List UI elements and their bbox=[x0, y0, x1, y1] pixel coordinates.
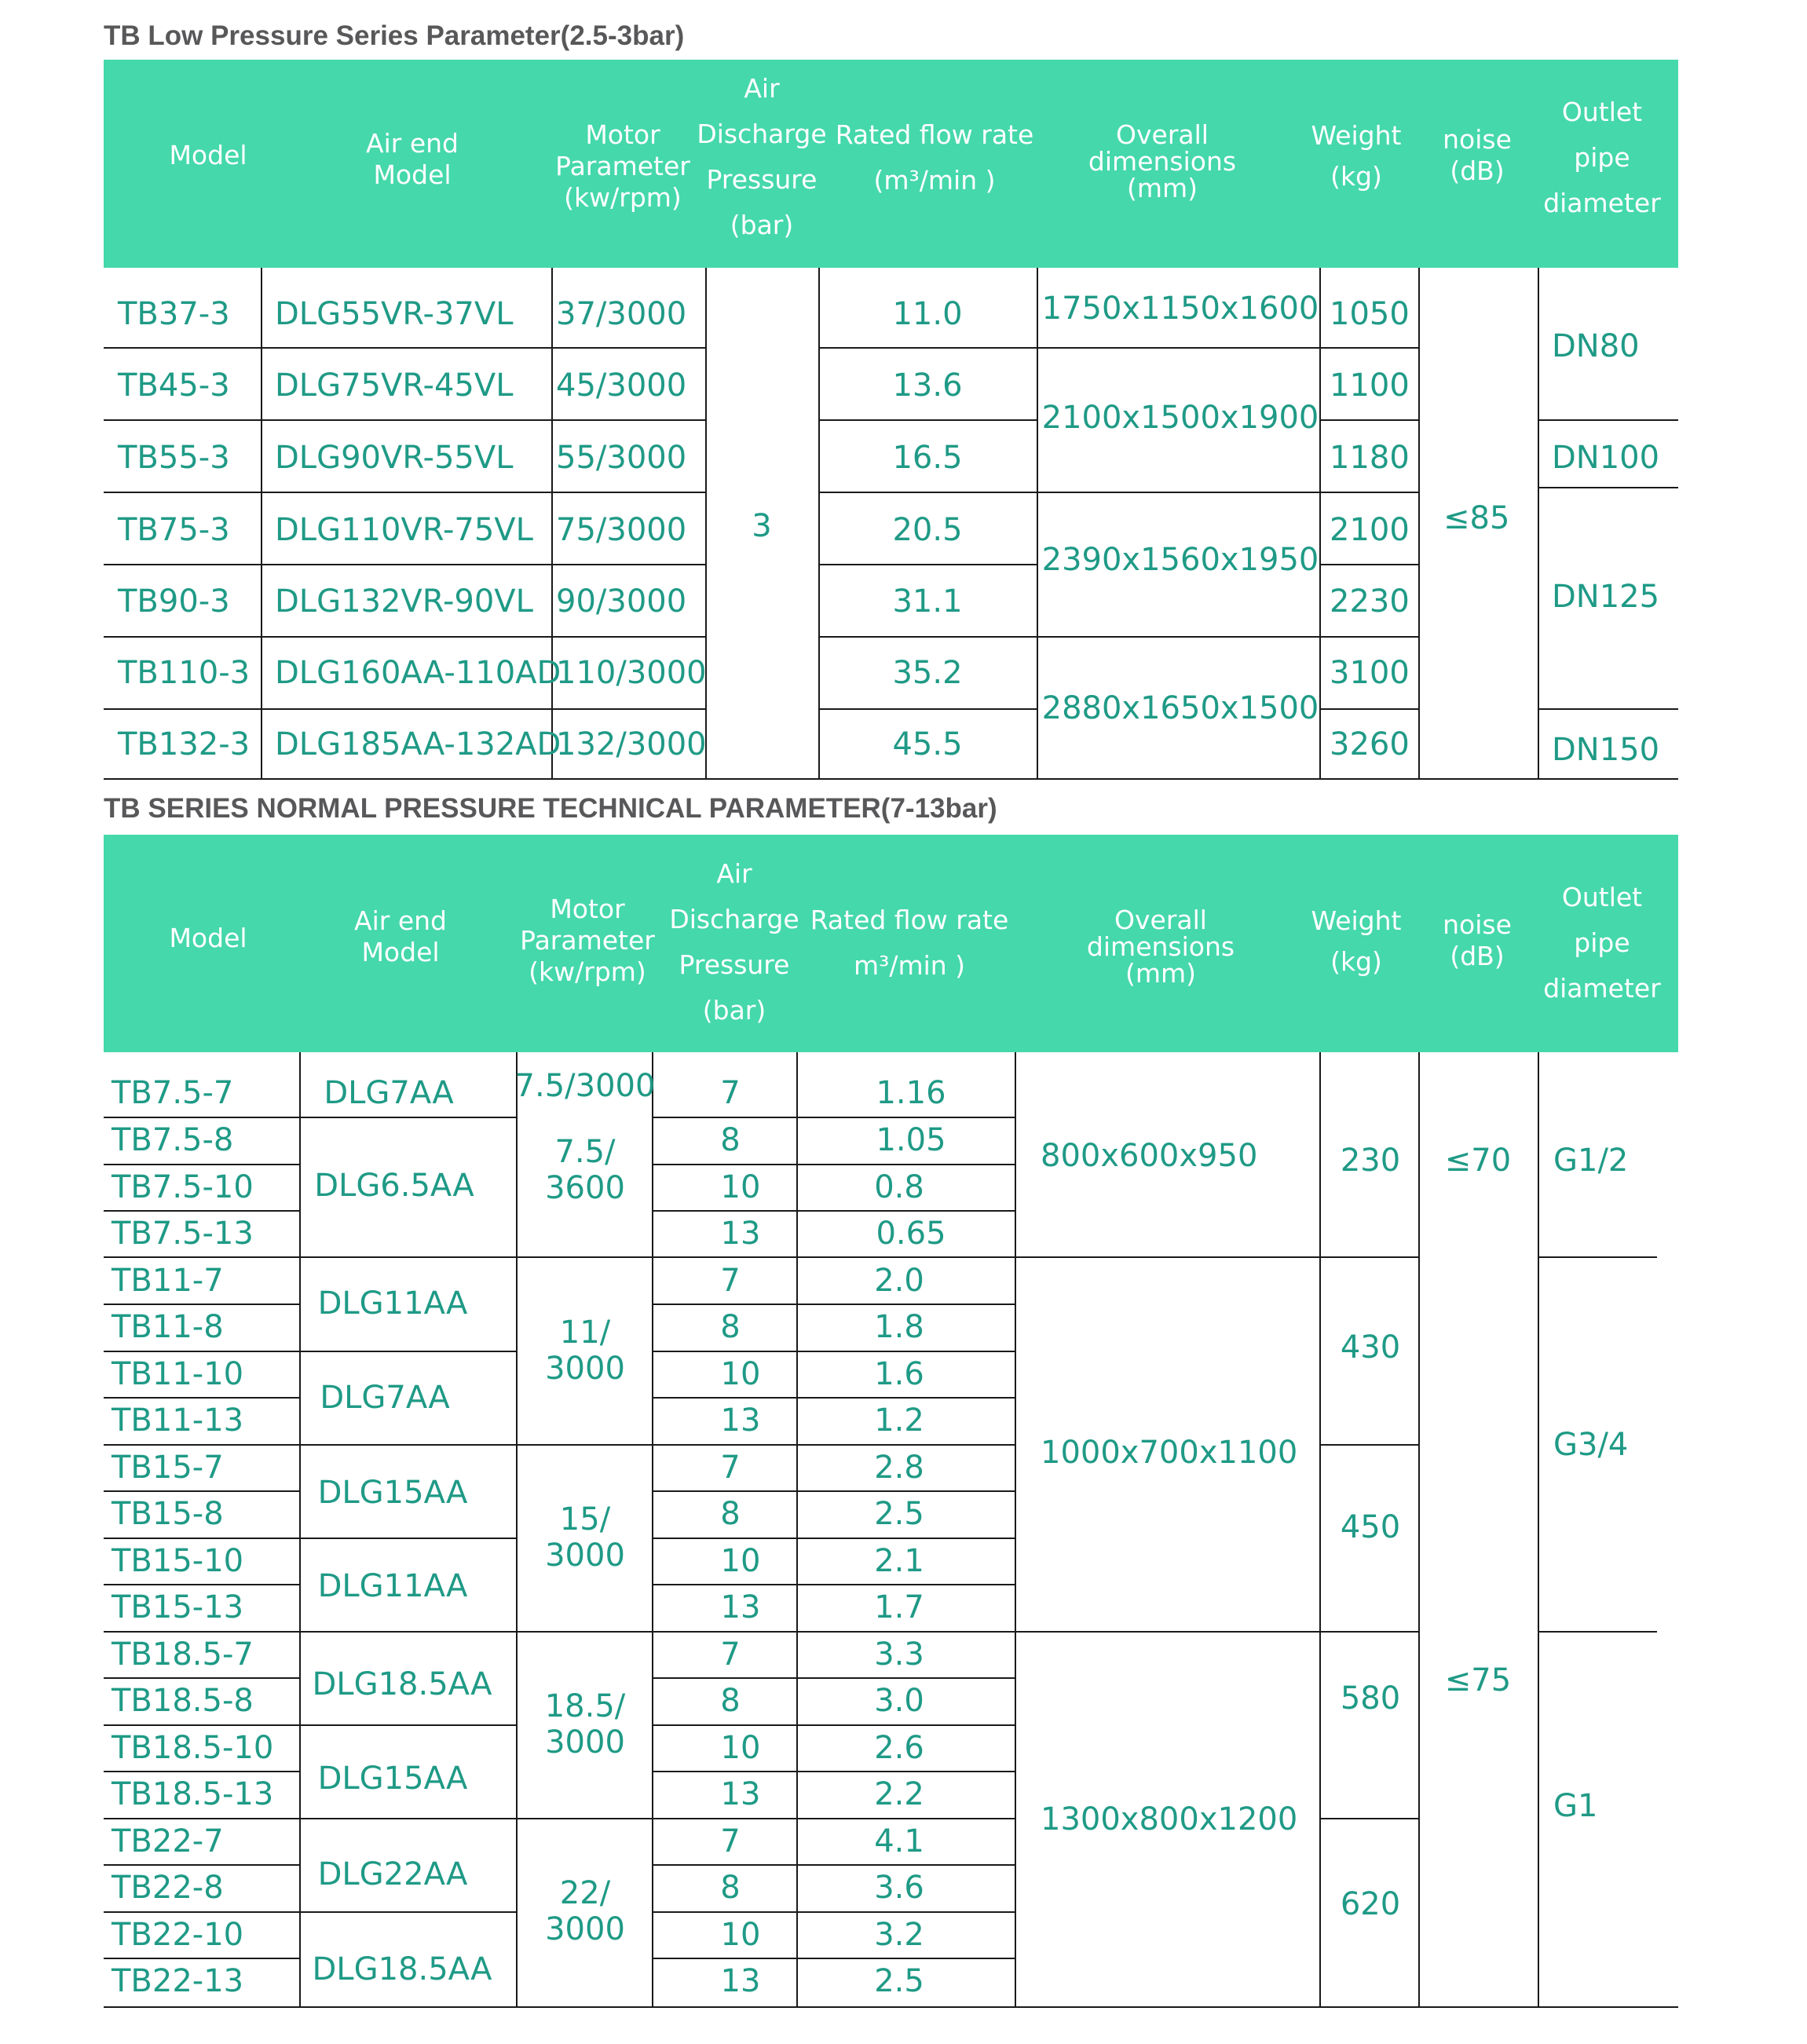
t1-header-model: Model bbox=[169, 140, 247, 170]
t2-header-air-discharge-pressure: Air Discharge Pressure (bar) bbox=[669, 858, 799, 1026]
flow-cell: 3.3 bbox=[874, 1636, 924, 1673]
t2-noise-cell: ≤70 bbox=[1444, 1143, 1512, 1179]
t2-header-motor-parameter: Motor Parameter (kw/rpm) bbox=[520, 894, 655, 987]
t1-header-overall-dimensions: Overall dimensions (mm) bbox=[1088, 119, 1237, 203]
model-cell: TB18.5-13 bbox=[112, 1776, 274, 1812]
t1-dimension-cell: 2880x1650x1500 bbox=[1041, 690, 1319, 726]
t2-dimension-cell: 1300x800x1200 bbox=[1041, 1801, 1298, 1837]
weight-cell: 3100 bbox=[1330, 655, 1410, 691]
weight-cell: 3260 bbox=[1330, 726, 1410, 762]
t2-air-end-cell: DLG18.5AA bbox=[312, 1951, 492, 1987]
pressure-cell: 13 bbox=[720, 1589, 761, 1625]
motor-cell: 37/3000 bbox=[556, 296, 687, 332]
table1-title: TB Low Pressure Series Parameter(2.5-3bar) bbox=[104, 20, 685, 51]
flow-cell: 1.6 bbox=[874, 1356, 924, 1392]
t1-dimension-cell: 1750x1150x1600 bbox=[1041, 291, 1319, 327]
flow-cell: 1.05 bbox=[876, 1122, 946, 1158]
flow-cell: 3.2 bbox=[874, 1917, 924, 1953]
t2-motor-cell: 18.5/ 3000 bbox=[544, 1688, 626, 1761]
air-end-cell: DLG55VR-37VL bbox=[275, 296, 514, 332]
t1-header-outlet-pipe-diameter: Outlet pipe diameter bbox=[1543, 97, 1661, 218]
air-end-cell: DLG90VR-55VL bbox=[275, 440, 514, 476]
model-cell: TB55-3 bbox=[118, 440, 230, 476]
t1-outlet-cell: DN80 bbox=[1552, 328, 1640, 364]
flow-cell: 2.6 bbox=[874, 1730, 924, 1766]
t2-air-end-cell: DLG11AA bbox=[317, 1568, 468, 1604]
t2-outlet-cell: G1/2 bbox=[1553, 1143, 1629, 1179]
pressure-cell: 8 bbox=[720, 1496, 741, 1532]
pressure-cell: 7 bbox=[720, 1263, 741, 1299]
motor-cell: 55/3000 bbox=[556, 440, 687, 476]
air-end-cell: DLG132VR-90VL bbox=[275, 583, 533, 620]
pressure-cell: 8 bbox=[720, 1122, 741, 1158]
model-cell: TB22-8 bbox=[112, 1870, 224, 1906]
weight-cell: 2100 bbox=[1330, 512, 1410, 548]
flow-cell: 2.5 bbox=[874, 1963, 924, 1999]
t1-header-rated-flow-rate: Rated flow rate (m³/min ) bbox=[835, 119, 1034, 196]
model-cell: TB7.5-10 bbox=[112, 1169, 254, 1205]
t2-weight-cell: 450 bbox=[1340, 1509, 1401, 1545]
pressure-cell: 10 bbox=[720, 1730, 761, 1766]
flow-cell: 31.1 bbox=[892, 583, 963, 620]
t2-outlet-cell: G1 bbox=[1553, 1788, 1598, 1824]
flow-cell: 2.5 bbox=[874, 1496, 924, 1532]
flow-cell: 16.5 bbox=[892, 440, 963, 476]
t2-air-end-cell: DLG22AA bbox=[317, 1856, 468, 1892]
flow-cell: 20.5 bbox=[892, 512, 963, 548]
flow-cell: 11.0 bbox=[892, 296, 963, 332]
weight-cell: 2230 bbox=[1330, 583, 1410, 620]
weight-cell: 1180 bbox=[1330, 440, 1410, 476]
pressure-cell: 8 bbox=[720, 1870, 741, 1906]
t2-header-weight: Weight (kg) bbox=[1311, 905, 1402, 977]
model-cell: TB15-8 bbox=[112, 1496, 224, 1532]
t2-outlet-cell: G3/4 bbox=[1553, 1427, 1629, 1463]
table2-title: TB SERIES NORMAL PRESSURE TECHNICAL PARAMETER(7-13bar) bbox=[104, 793, 997, 824]
t2-header-outlet-pipe-diameter: Outlet pipe diameter bbox=[1543, 882, 1661, 1004]
t1-noise-cell: ≤85 bbox=[1443, 500, 1510, 536]
flow-cell: 4.1 bbox=[874, 1823, 924, 1859]
model-cell: TB22-10 bbox=[112, 1917, 244, 1953]
flow-cell: 2.0 bbox=[874, 1263, 924, 1299]
model-cell: TB18.5-10 bbox=[112, 1730, 274, 1766]
t2-motor-cell: 15/ 3000 bbox=[545, 1501, 625, 1574]
model-cell: TB90-3 bbox=[118, 583, 230, 620]
flow-cell: 2.8 bbox=[874, 1450, 924, 1486]
motor-cell: 75/3000 bbox=[556, 512, 687, 548]
t2-air-end-cell: DLG7AA bbox=[320, 1380, 450, 1416]
flow-cell: 35.2 bbox=[892, 655, 963, 691]
flow-cell: 2.1 bbox=[874, 1543, 924, 1579]
weight-cell: 1050 bbox=[1330, 296, 1410, 332]
t1-outlet-cell: DN150 bbox=[1552, 732, 1660, 768]
pressure-cell: 7 bbox=[720, 1636, 741, 1673]
model-cell: TB45-3 bbox=[118, 367, 230, 404]
model-cell: TB11-8 bbox=[112, 1309, 224, 1345]
pressure-cell: 7 bbox=[720, 1075, 741, 1111]
model-cell: TB18.5-8 bbox=[112, 1683, 254, 1719]
t2-air-end-cell: DLG6.5AA bbox=[314, 1168, 474, 1204]
t1-dimension-cell: 2100x1500x1900 bbox=[1041, 400, 1319, 436]
air-end-cell: DLG160AA-110AD bbox=[275, 655, 561, 691]
t2-air-end-cell: DLG11AA bbox=[317, 1285, 468, 1322]
t2-header-rated-flow-rate: Rated flow rate m³/min ) bbox=[810, 905, 1009, 981]
t2-motor-cell: 7.5/ 3600 bbox=[545, 1134, 625, 1206]
model-cell: TB15-10 bbox=[112, 1543, 244, 1579]
pressure-cell: 13 bbox=[720, 1402, 761, 1439]
t2-motor-cell: 7.5/3000 bbox=[514, 1068, 656, 1104]
flow-cell: 1.2 bbox=[874, 1402, 924, 1439]
flow-cell: 3.6 bbox=[874, 1870, 924, 1906]
t2-header-noise: noise (dB) bbox=[1443, 909, 1512, 971]
t1-header-noise: noise (dB) bbox=[1443, 124, 1512, 186]
model-cell: TB37-3 bbox=[118, 296, 230, 332]
model-cell: TB110-3 bbox=[118, 655, 251, 691]
motor-cell: 132/3000 bbox=[556, 726, 707, 762]
pressure-cell: 10 bbox=[720, 1543, 761, 1579]
t2-header-model: Model bbox=[169, 923, 247, 953]
model-cell: TB18.5-7 bbox=[112, 1636, 254, 1673]
pressure-cell: 8 bbox=[720, 1309, 741, 1345]
t2-header-overall-dimensions: Overall dimensions (mm) bbox=[1086, 905, 1235, 989]
flow-cell: 1.8 bbox=[874, 1309, 924, 1345]
motor-cell: 110/3000 bbox=[556, 655, 707, 691]
motor-cell: 90/3000 bbox=[556, 583, 687, 620]
model-cell: TB11-10 bbox=[112, 1356, 244, 1392]
pressure-cell: 10 bbox=[720, 1917, 761, 1953]
weight-cell: 1100 bbox=[1330, 367, 1410, 404]
air-end-cell: DLG185AA-132AD bbox=[275, 726, 561, 762]
model-cell: TB75-3 bbox=[118, 512, 230, 548]
model-cell: TB7.5-13 bbox=[112, 1216, 254, 1252]
flow-cell: 0.8 bbox=[874, 1169, 924, 1205]
t2-motor-cell: 11/ 3000 bbox=[545, 1315, 625, 1387]
pressure-cell: 13 bbox=[720, 1963, 761, 1999]
t1-header-air-end-model: Air end Model bbox=[366, 128, 459, 190]
flow-cell: 3.0 bbox=[874, 1683, 924, 1719]
t1-header-weight: Weight (kg) bbox=[1311, 120, 1402, 192]
model-cell: TB15-13 bbox=[112, 1589, 244, 1625]
t2-noise-cell: ≤75 bbox=[1444, 1662, 1512, 1698]
t2-header-air-end-model: Air end Model bbox=[354, 905, 447, 967]
air-end-cell: DLG110VR-75VL bbox=[275, 512, 533, 548]
model-cell: TB15-7 bbox=[112, 1450, 224, 1486]
model-cell: TB7.5-7 bbox=[112, 1075, 234, 1111]
model-cell: TB132-3 bbox=[118, 726, 251, 762]
pressure-cell: 8 bbox=[720, 1683, 741, 1719]
pressure-cell: 13 bbox=[720, 1776, 761, 1812]
t2-dimension-cell: 800x600x950 bbox=[1041, 1138, 1258, 1174]
t2-weight-cell: 620 bbox=[1340, 1886, 1401, 1922]
t2-air-end-cell: DLG15AA bbox=[317, 1475, 468, 1511]
pressure-cell: 7 bbox=[720, 1823, 741, 1859]
flow-cell: 1.16 bbox=[876, 1075, 946, 1111]
pressure-cell: 10 bbox=[720, 1356, 761, 1392]
pressure-cell: 7 bbox=[720, 1450, 741, 1486]
flow-cell: 1.7 bbox=[874, 1589, 924, 1625]
t1-outlet-cell: DN100 bbox=[1552, 440, 1660, 476]
motor-cell: 45/3000 bbox=[556, 367, 687, 404]
model-cell: TB11-13 bbox=[112, 1402, 244, 1439]
t1-dimension-cell: 2390x1560x1950 bbox=[1041, 542, 1319, 578]
model-cell: TB7.5-8 bbox=[112, 1122, 234, 1158]
t1-pressure-cell: 3 bbox=[752, 508, 772, 544]
t2-air-end-cell: DLG7AA bbox=[324, 1075, 454, 1111]
t2-weight-cell: 580 bbox=[1340, 1680, 1401, 1717]
t2-air-end-cell: DLG15AA bbox=[317, 1761, 468, 1797]
model-cell: TB11-7 bbox=[112, 1263, 224, 1299]
t2-motor-cell: 22/ 3000 bbox=[545, 1875, 625, 1947]
t1-header-motor-parameter: Motor Parameter (kw/rpm) bbox=[555, 119, 690, 213]
flow-cell: 0.65 bbox=[876, 1216, 946, 1252]
t2-weight-cell: 230 bbox=[1340, 1143, 1401, 1179]
pressure-cell: 10 bbox=[720, 1169, 761, 1205]
model-cell: TB22-7 bbox=[112, 1823, 224, 1859]
flow-cell: 2.2 bbox=[874, 1776, 924, 1812]
model-cell: TB22-13 bbox=[112, 1963, 244, 1999]
t2-weight-cell: 430 bbox=[1340, 1329, 1401, 1366]
air-end-cell: DLG75VR-45VL bbox=[275, 367, 514, 404]
t2-dimension-cell: 1000x700x1100 bbox=[1041, 1435, 1298, 1471]
t2-air-end-cell: DLG18.5AA bbox=[312, 1666, 492, 1702]
t1-header-air-discharge-pressure: Air Discharge Pressure (bar) bbox=[697, 73, 827, 240]
flow-cell: 45.5 bbox=[892, 726, 963, 762]
flow-cell: 13.6 bbox=[892, 367, 963, 404]
pressure-cell: 13 bbox=[720, 1216, 761, 1252]
t1-outlet-cell: DN125 bbox=[1552, 579, 1660, 615]
